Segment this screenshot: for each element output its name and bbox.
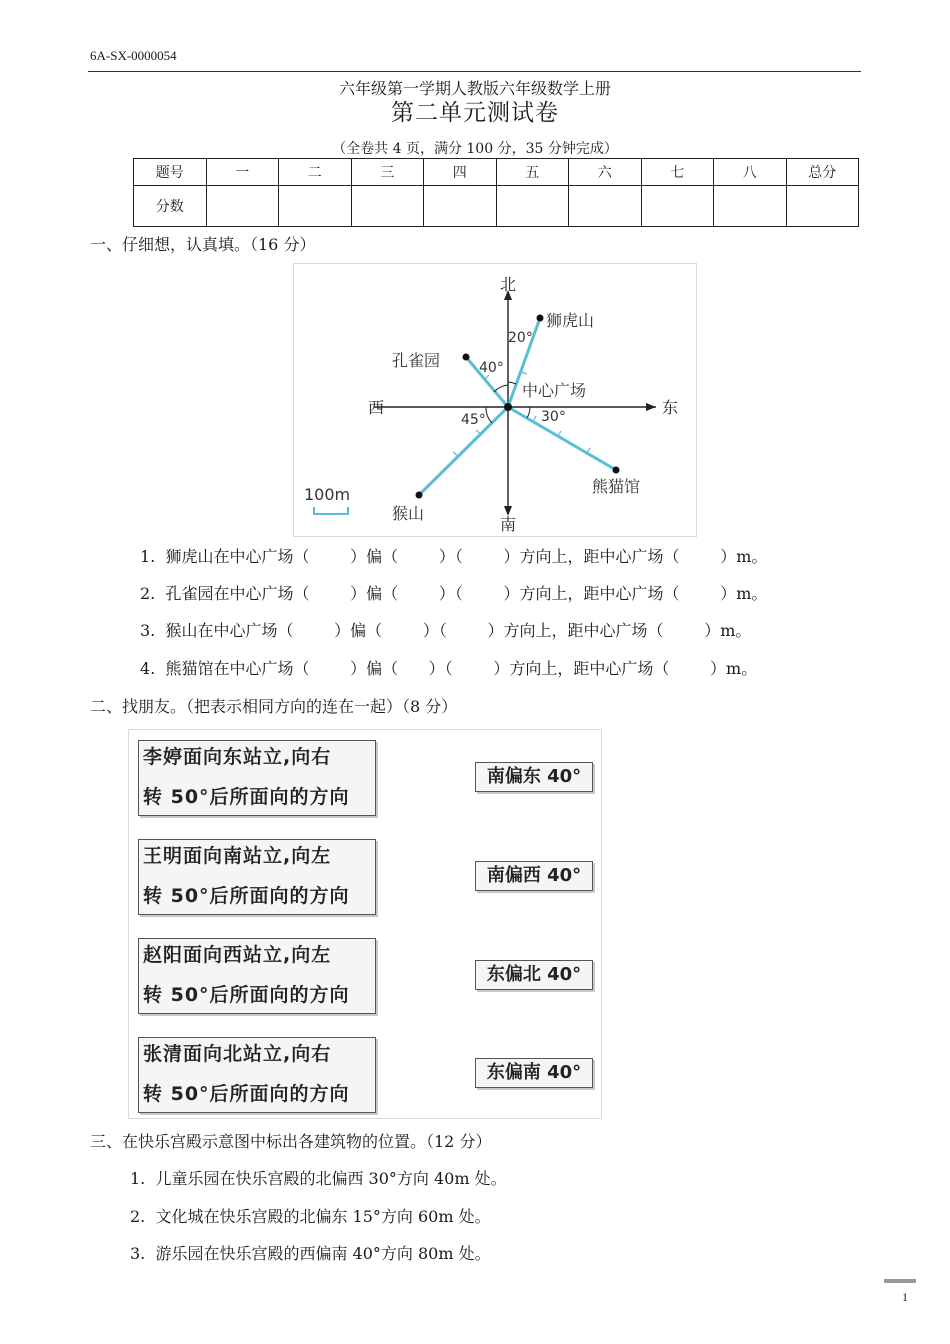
score-cell: 五 (496, 159, 569, 186)
direction-map-figure (293, 263, 697, 537)
match-left-text: 转 50°后所面向的方向 (143, 984, 350, 1006)
score-input-cell[interactable] (279, 186, 352, 227)
page-title: 第二单元测试卷 (391, 100, 559, 126)
page-number-bar (884, 1279, 916, 1283)
exam-info: （全卷共 4 页，满分 100 分，35 分钟完成） (332, 141, 618, 157)
match-left-text: 转 50°后所面向的方向 (143, 885, 350, 907)
score-input-cell[interactable] (206, 186, 279, 227)
score-input-cell[interactable] (496, 186, 569, 227)
angle-45-label: 45° (461, 412, 486, 428)
east-arrow-icon (646, 403, 656, 411)
angle-40-label: 40° (479, 360, 504, 376)
section-3-item-2: 2. 文化城在快乐宫殿的北偏东 15°方向 60m 处。 (130, 1207, 491, 1226)
angle-30-label: 30° (541, 409, 566, 425)
score-cell: 四 (424, 159, 497, 186)
match-left-text: 赵阳面向西站立,向左 (143, 944, 332, 966)
east-label: 东 (662, 398, 679, 417)
score-cell: 六 (569, 159, 642, 186)
panda-point (613, 467, 620, 474)
score-input-cell[interactable] (641, 186, 714, 227)
scale-bar (314, 507, 348, 514)
match-left-item-3[interactable] (138, 938, 376, 1014)
header-rule (88, 71, 861, 72)
monkey-hill-label: 猴山 (392, 504, 425, 523)
match-left-text: 王明面向南站立,向左 (143, 845, 332, 867)
question-3: 3. 猴山在中心广场（ ）偏（ ）（ ）方向上，距中心广场（ ）m。 (140, 621, 752, 640)
score-input-cell[interactable] (786, 186, 859, 227)
score-cell: 一 (206, 159, 279, 186)
lion-hill-label: 狮虎山 (546, 311, 595, 330)
score-row-label: 分数 (134, 186, 207, 227)
match-left-item-4[interactable] (138, 1037, 376, 1113)
west-label: 西 (368, 398, 385, 417)
peacock-label: 孔雀园 (392, 351, 441, 370)
exam-subtitle: 六年级第一学期人教版六年级数学上册 (338, 79, 611, 98)
score-cell: 七 (641, 159, 714, 186)
score-cell: 八 (714, 159, 787, 186)
angle-20-label: 20° (508, 330, 533, 346)
score-table (133, 158, 859, 227)
angle-arc-45 (486, 407, 492, 423)
south-label: 南 (500, 515, 517, 534)
angle-arc-20 (508, 382, 516, 384)
score-cell: 总分 (786, 159, 859, 186)
panda-label: 熊猫馆 (592, 477, 641, 496)
question-1: 1. 狮虎山在中心广场（ ）偏（ ）（ ）方向上，距中心广场（ ）m。 (140, 547, 768, 566)
score-input-cell[interactable] (351, 186, 424, 227)
peacock-point (463, 354, 470, 361)
score-input-cell[interactable] (569, 186, 642, 227)
match-left-text: 张清面向北站立,向右 (143, 1043, 332, 1065)
score-table-header-row (134, 159, 859, 186)
section-3-heading: 三、在快乐宫殿示意图中标出各建筑物的位置。（12 分） (90, 1132, 492, 1151)
north-label: 北 (500, 275, 517, 294)
score-input-cell[interactable] (424, 186, 497, 227)
lion-hill-point (537, 315, 544, 322)
monkey-hill-point (416, 492, 423, 499)
score-table-score-row (134, 186, 859, 227)
match-left-text: 转 50°后所面向的方向 (143, 786, 350, 808)
match-right-item-4[interactable]: 东偏南 40° (475, 1058, 593, 1088)
match-right-item-2[interactable]: 南偏西 40° (475, 861, 593, 891)
score-cell: 三 (351, 159, 424, 186)
page-number: 1 (902, 1290, 908, 1304)
score-cell: 题号 (134, 159, 207, 186)
direction-map (294, 264, 696, 536)
score-cell: 二 (279, 159, 352, 186)
match-left-text: 李婷面向东站立,向右 (143, 746, 332, 768)
match-left-text: 转 50°后所面向的方向 (143, 1083, 350, 1105)
scale-label: 100m (304, 485, 351, 504)
question-4: 4. 熊猫馆在中心广场（ ）偏（ ）（ ）方向上，距中心广场（ ）m。 (140, 659, 758, 678)
matching-figure (128, 729, 602, 1119)
document-code: 6A-SX-0000054 (90, 48, 177, 63)
section-1-heading: 一、仔细想，认真填。（16 分） (90, 235, 316, 254)
match-right-item-3[interactable]: 东偏北 40° (475, 960, 593, 990)
question-2: 2. 孔雀园在中心广场（ ）偏（ ）（ ）方向上，距中心广场（ ）m。 (140, 584, 768, 603)
section-2-heading: 二、找朋友。（把表示相同方向的连在一起）（8 分） (90, 697, 458, 716)
section-3-item-1: 1. 儿童乐园在快乐宫殿的北偏西 30°方向 40m 处。 (130, 1169, 507, 1188)
match-left-item-2[interactable] (138, 839, 376, 915)
match-right-item-1[interactable]: 南偏东 40° (475, 762, 593, 792)
angle-arc-30 (527, 407, 530, 418)
center-label: 中心广场 (522, 381, 587, 400)
score-input-cell[interactable] (714, 186, 787, 227)
section-3-item-3: 3. 游乐园在快乐宫殿的西偏南 40°方向 80m 处。 (130, 1244, 491, 1263)
center-point (504, 403, 512, 411)
match-left-item-1[interactable] (138, 740, 376, 816)
